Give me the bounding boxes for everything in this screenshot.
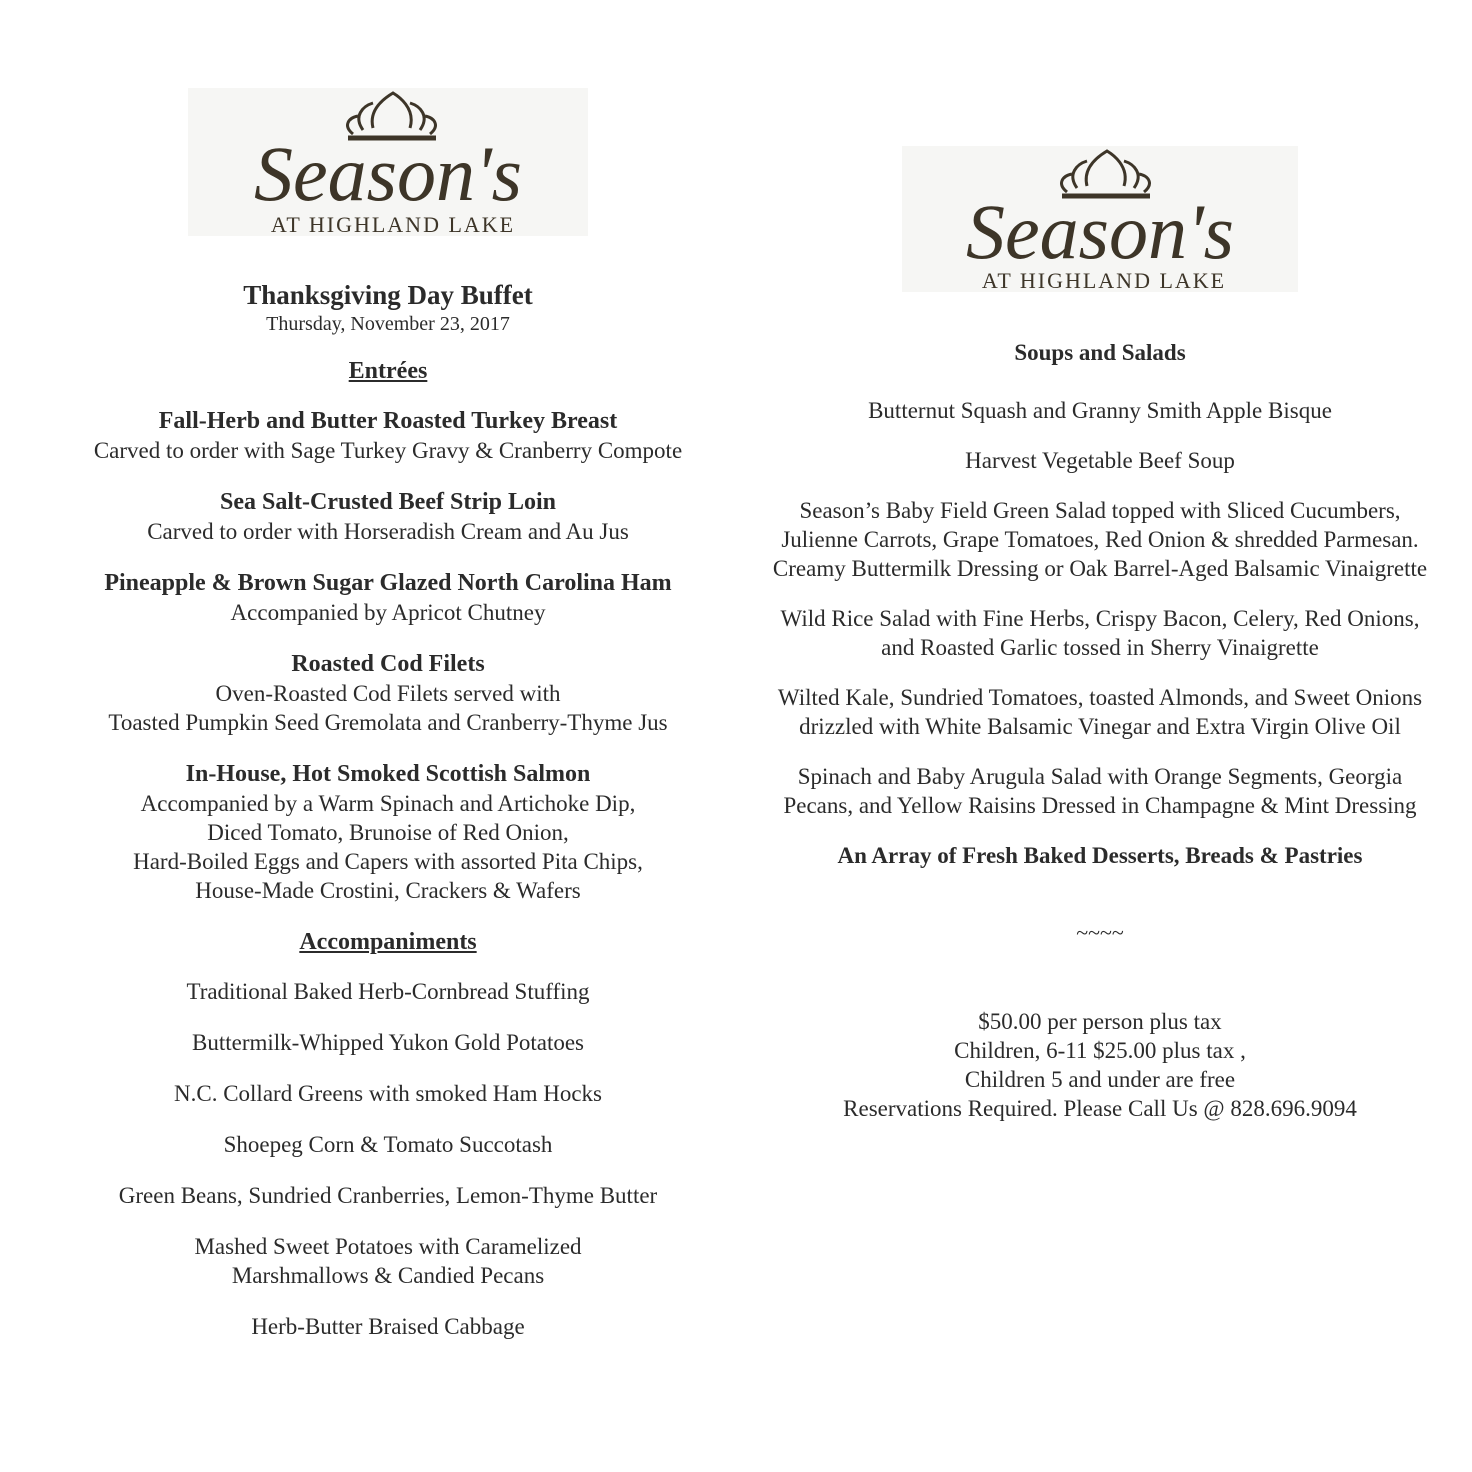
accompaniment-item (48, 977, 728, 1006)
entree-item (48, 649, 728, 737)
accompaniment-item (48, 1181, 728, 1210)
accompaniment-line: Buttermilk-Whipped Yukon Gold Potatoes (191, 1030, 585, 1055)
pricing-line: Children, 6-11 $25.00 plus tax , (954, 1038, 1246, 1063)
soup-salad-item (740, 496, 1460, 583)
svg-text:Season's: Season's (253, 130, 523, 217)
accompaniments-list (48, 977, 728, 1341)
entrees-heading: Entrées (348, 358, 428, 384)
soup-salad-line: Pecans, and Yellow Raisins Dressed in Champagne & Mint Dressing (783, 793, 1417, 818)
soup-salad-item (740, 683, 1460, 741)
entree-item (48, 759, 728, 905)
soup-salad-item (740, 396, 1460, 425)
entree-name: In-House, Hot Smoked Scottish Salmon (185, 761, 591, 787)
accompaniment-line: Herb-Butter Braised Cabbage (251, 1314, 525, 1339)
soup-salad-line: and Roasted Garlic tossed in Sherry Vinaigrette (881, 635, 1319, 660)
soup-salad-line: Season’s Baby Field Green Salad topped with Sliced Cucumbers, (799, 498, 1401, 523)
entree-description: Diced Tomato, Brunoise of Red Onion, (207, 820, 569, 845)
entree-description: Carved to order with Horseradish Cream and Au Jus (147, 519, 629, 544)
soups-heading: Soups and Salads (1014, 340, 1186, 365)
pricing-line: Reservations Required. Please Call Us @ 828.696.9094 (843, 1096, 1357, 1121)
desserts-line: An Array of Fresh Baked Desserts, Breads & Pastries (837, 843, 1363, 868)
entree-item (48, 406, 728, 465)
soup-salad-line: Julienne Carrots, Grape Tomatoes, Red Onion & shredded Parmesan. (781, 527, 1419, 552)
soup-salad-item (740, 446, 1460, 475)
soup-salad-line: drizzled with White Balsamic Vinegar and Extra Virgin Olive Oil (799, 714, 1401, 739)
entree-name: Pineapple & Brown Sugar Glazed North Carolina Ham (104, 570, 672, 596)
soup-salad-line: Spinach and Baby Arugula Salad with Orange Segments, Georgia (797, 764, 1403, 789)
right-column (740, 338, 1460, 1123)
left-column (48, 278, 728, 1363)
menu-title: Thanksgiving Day Buffet (243, 280, 533, 310)
entree-description: Accompanied by Apricot Chutney (230, 600, 546, 625)
logo-left (188, 88, 588, 236)
accompaniment-line: Marshmallows & Candied Pecans (231, 1263, 545, 1288)
soups-list (740, 396, 1460, 820)
soup-salad-line: Wilted Kale, Sundried Tomatoes, toasted Almonds, and Sweet Onions (777, 685, 1423, 710)
lotus-icon (902, 146, 1298, 292)
accompaniment-item (48, 1232, 728, 1290)
soup-salad-line: Creamy Buttermilk Dressing or Oak Barrel-Aged Balsamic Vinaigrette (772, 556, 1428, 581)
soup-salad-line: Harvest Vegetable Beef Soup (965, 448, 1235, 473)
svg-text:Season's: Season's (965, 188, 1235, 275)
entree-name: Fall-Herb and Butter Roasted Turkey Breast (158, 408, 618, 434)
entree-name: Sea Salt-Crusted Beef Strip Loin (220, 489, 556, 515)
accompaniment-line: N.C. Collard Greens with smoked Ham Hocks (174, 1081, 602, 1106)
entree-description: House-Made Crostini, Crackers & Wafers (195, 878, 581, 903)
pricing-line: $50.00 per person plus tax (978, 1009, 1222, 1034)
entree-name: Roasted Cod Filets (291, 651, 485, 677)
accompaniment-line: Shoepeg Corn & Tomato Succotash (223, 1132, 553, 1157)
accompaniment-item (48, 1079, 728, 1108)
logo-right (902, 146, 1298, 292)
soup-salad-line: Butternut Squash and Granny Smith Apple Bisque (868, 398, 1332, 423)
menu-date: Thursday, November 23, 2017 (266, 313, 510, 335)
entree-description: Accompanied by a Warm Spinach and Artichoke Dip, (140, 791, 636, 816)
soup-salad-line: Wild Rice Salad with Fine Herbs, Crispy Bacon, Celery, Red Onions, (780, 606, 1420, 631)
pricing-line: Children 5 and under are free (964, 1067, 1236, 1092)
svg-text:AT HIGHLAND LAKE: AT HIGHLAND LAKE (270, 212, 516, 236)
soup-salad-item (740, 604, 1460, 662)
pricing-block (740, 1007, 1460, 1123)
divider: ~~~~ (1076, 920, 1124, 945)
entree-description: Hard-Boiled Eggs and Capers with assorted Pita Chips, (133, 849, 643, 874)
lotus-icon (188, 88, 588, 236)
accompaniment-line: Traditional Baked Herb-Cornbread Stuffing (186, 979, 590, 1004)
svg-text:AT HIGHLAND LAKE: AT HIGHLAND LAKE (981, 268, 1227, 292)
accompaniment-line: Mashed Sweet Potatoes with Caramelized (194, 1234, 582, 1259)
accompaniment-item (48, 1130, 728, 1159)
accompaniment-item (48, 1312, 728, 1341)
accompaniments-heading: Accompaniments (299, 929, 477, 955)
entree-item (48, 568, 728, 627)
entree-description: Toasted Pumpkin Seed Gremolata and Cranberry-Thyme Jus (108, 710, 668, 735)
accompaniment-line: Green Beans, Sundried Cranberries, Lemon-Thyme Butter (118, 1183, 658, 1208)
entrees-list (48, 406, 728, 905)
entree-description: Oven-Roasted Cod Filets served with (215, 681, 561, 706)
accompaniment-item (48, 1028, 728, 1057)
entree-description: Carved to order with Sage Turkey Gravy & Cranberry Compote (93, 438, 683, 463)
soup-salad-item (740, 762, 1460, 820)
entree-item (48, 487, 728, 546)
